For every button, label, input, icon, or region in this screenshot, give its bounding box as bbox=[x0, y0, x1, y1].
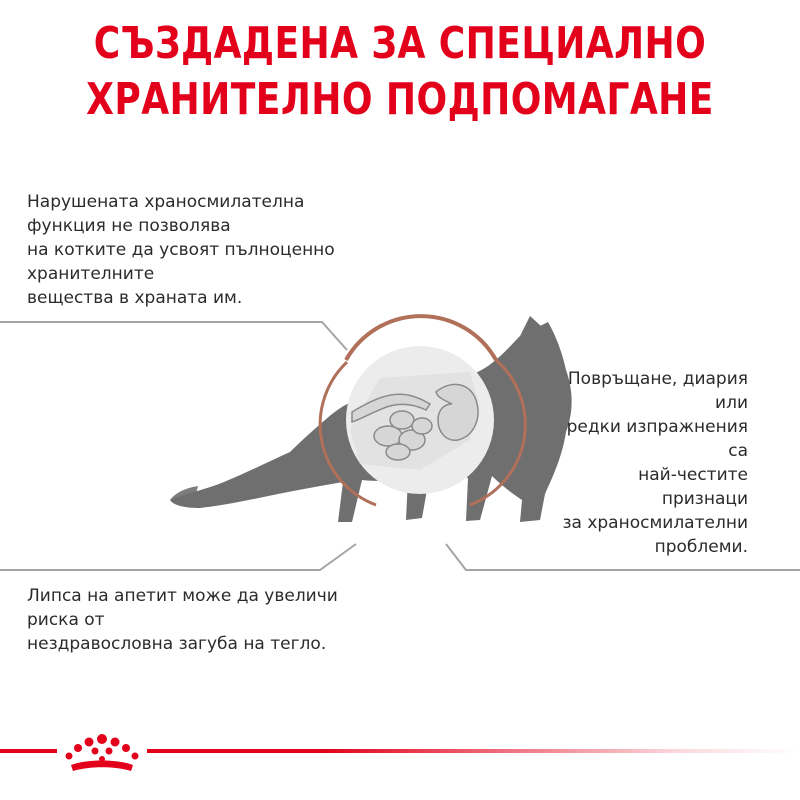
callout-right-line: или bbox=[715, 393, 748, 413]
callout-top-left-line: Нарушената храносмилателна bbox=[27, 192, 305, 212]
crown-logo-icon bbox=[57, 729, 147, 781]
title-line-1: СЪЗДАДЕНА ЗА СПЕЦИАЛНО bbox=[93, 18, 707, 69]
callout-right-line: Повръщане, диария bbox=[567, 369, 748, 389]
callout-right-line: са bbox=[728, 441, 748, 461]
leader-line-bottom-left bbox=[0, 544, 356, 570]
callout-right bbox=[562, 367, 748, 559]
callout-top-left-line: вещества в храната им. bbox=[27, 288, 243, 308]
callout-top-left-line: хранителните bbox=[27, 264, 155, 284]
callout-bottom-left-line: Липса на апетит може да увеличи bbox=[27, 586, 338, 606]
callout-top-left bbox=[27, 190, 335, 310]
callout-bottom-left bbox=[27, 584, 338, 656]
leader-line-top-left bbox=[0, 322, 347, 350]
callout-right-line: за храносмилателни bbox=[562, 513, 748, 533]
callout-right-line: проблеми. bbox=[654, 537, 748, 557]
callout-bottom-left-line: нездравословна загуба на тегло. bbox=[27, 634, 327, 654]
title-line-2: ХРАНИТЕЛНО ПОДПОМАГАНЕ bbox=[86, 74, 714, 125]
callout-top-left-line: на котките да усвоят пълноценно bbox=[27, 240, 335, 260]
callout-right-line: признаци bbox=[661, 489, 748, 509]
callout-bottom-left-line: риска от bbox=[27, 610, 105, 630]
callout-right-line: най-честите bbox=[638, 465, 748, 485]
callout-top-left-line: функция не позволява bbox=[27, 216, 231, 236]
callout-right-line: редки изпражнения bbox=[566, 417, 748, 437]
